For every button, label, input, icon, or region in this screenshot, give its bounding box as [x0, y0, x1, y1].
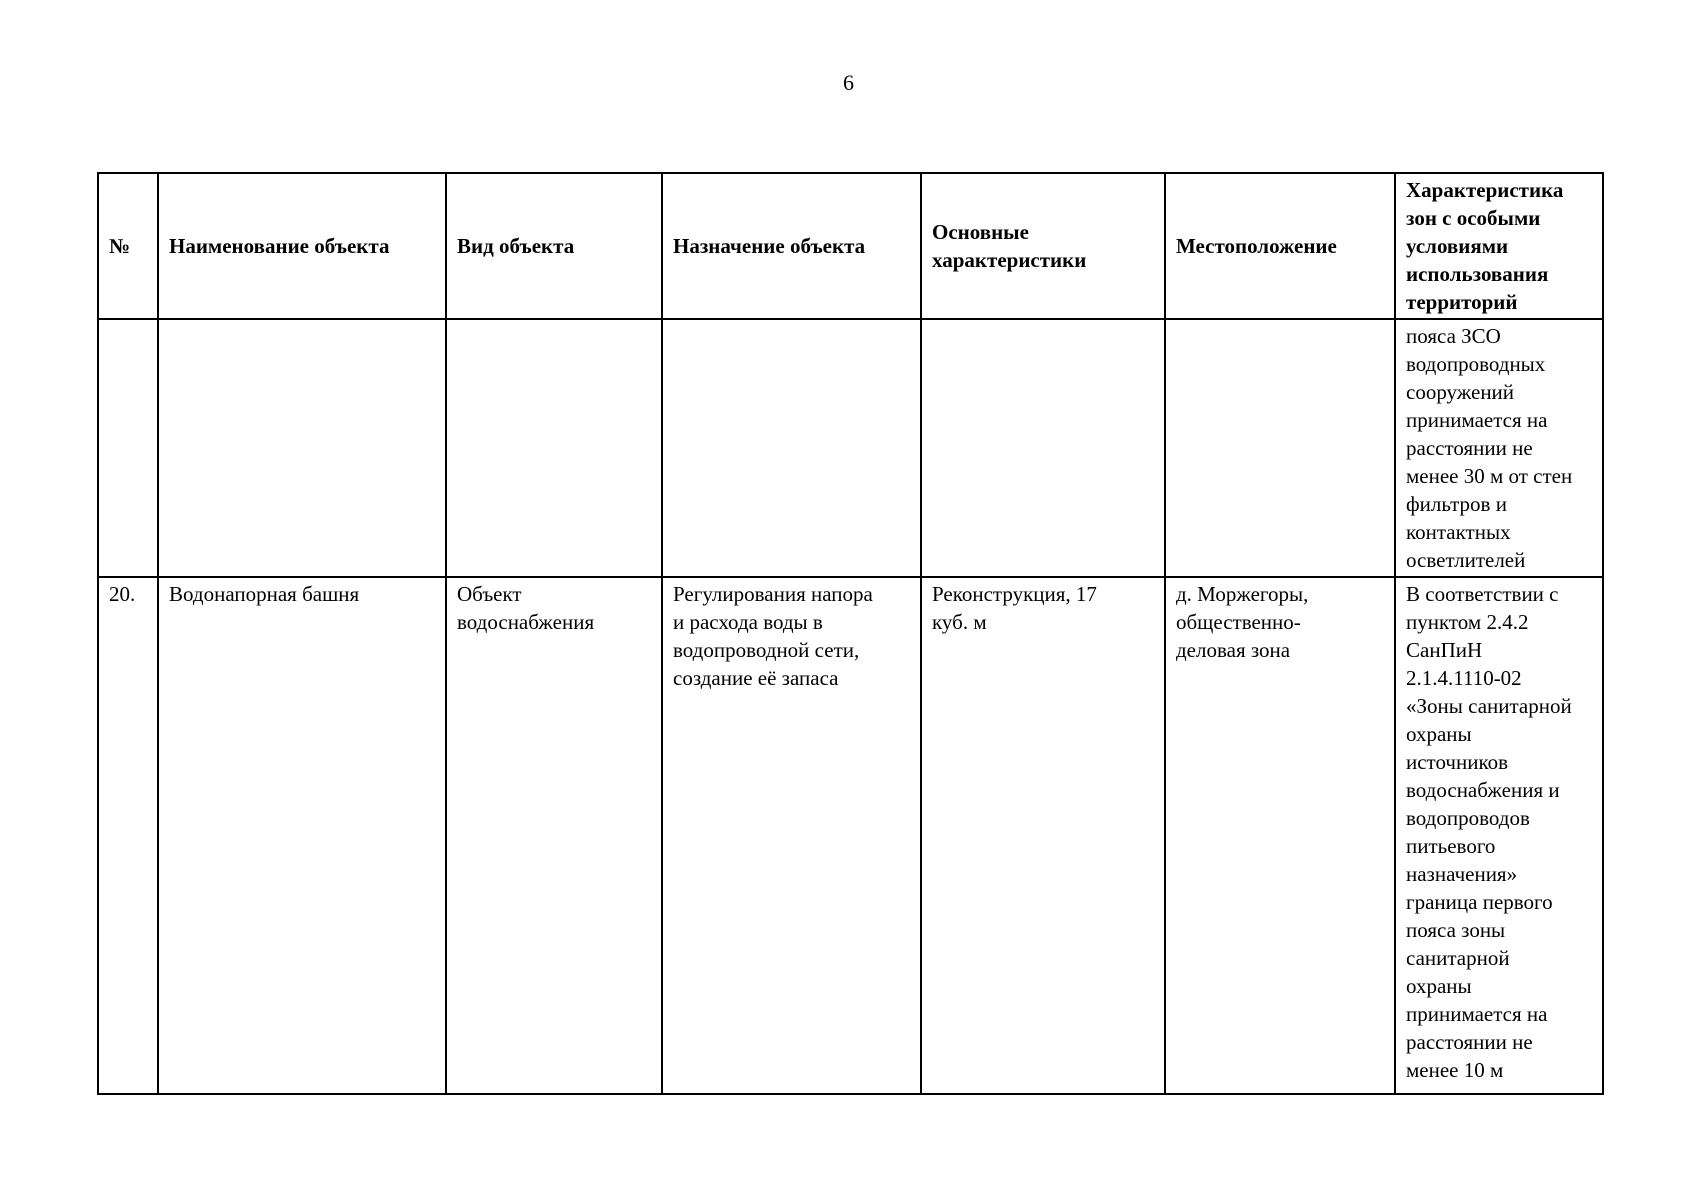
- cell-object-purpose: [662, 319, 921, 577]
- cell-object-type: [446, 319, 662, 577]
- header-zone-characteristics: Характеристика зон с особыми условиями использования территорий: [1395, 173, 1603, 319]
- table-header-row: [98, 173, 1603, 319]
- cell-main-characteristics: [921, 319, 1165, 577]
- page-number: 6: [843, 70, 854, 95]
- header-main-characteristics: Основные характеристики: [921, 173, 1165, 319]
- cell-object-name: [158, 319, 446, 577]
- cell-zone-characteristics: В соответствии с пунктом 2.4.2 СанПиН 2.1.4.1110-02 «Зоны санитарной охраны источников водоснабжения и водопроводов питьевого назначения» граница первого пояса зоны санитарной охраны принимается на расстоянии не менее 10 м: [1395, 577, 1603, 1094]
- header-object-type: Вид объекта: [446, 173, 662, 319]
- cell-main-characteristics: Реконструкция, 17 куб. м: [921, 577, 1165, 1094]
- cell-object-name: Водонапорная башня: [158, 577, 446, 1094]
- header-object-purpose: Назначение объекта: [662, 173, 921, 319]
- cell-number: [98, 319, 158, 577]
- cell-number: 20.: [98, 577, 158, 1094]
- objects-table: [97, 172, 1604, 1095]
- cell-object-purpose: Регулирования напора и расхода воды в водопроводной сети, создание её запаса: [662, 577, 921, 1094]
- cell-zone-characteristics: пояса ЗСО водопроводных сооружений принимается на расстоянии не менее 30 м от стен фильтров и контактных осветлителей: [1395, 319, 1603, 577]
- cell-location: [1165, 319, 1395, 577]
- header-location: Местоположение: [1165, 173, 1395, 319]
- cell-location: д. Моржегоры, общественно- деловая зона: [1165, 577, 1395, 1094]
- table-row-continuation: [98, 319, 1603, 577]
- header-number: №: [98, 173, 158, 319]
- header-object-name: Наименование объекта: [158, 173, 446, 319]
- cell-object-type: Объект водоснабжения: [446, 577, 662, 1094]
- table-row: [98, 577, 1603, 1094]
